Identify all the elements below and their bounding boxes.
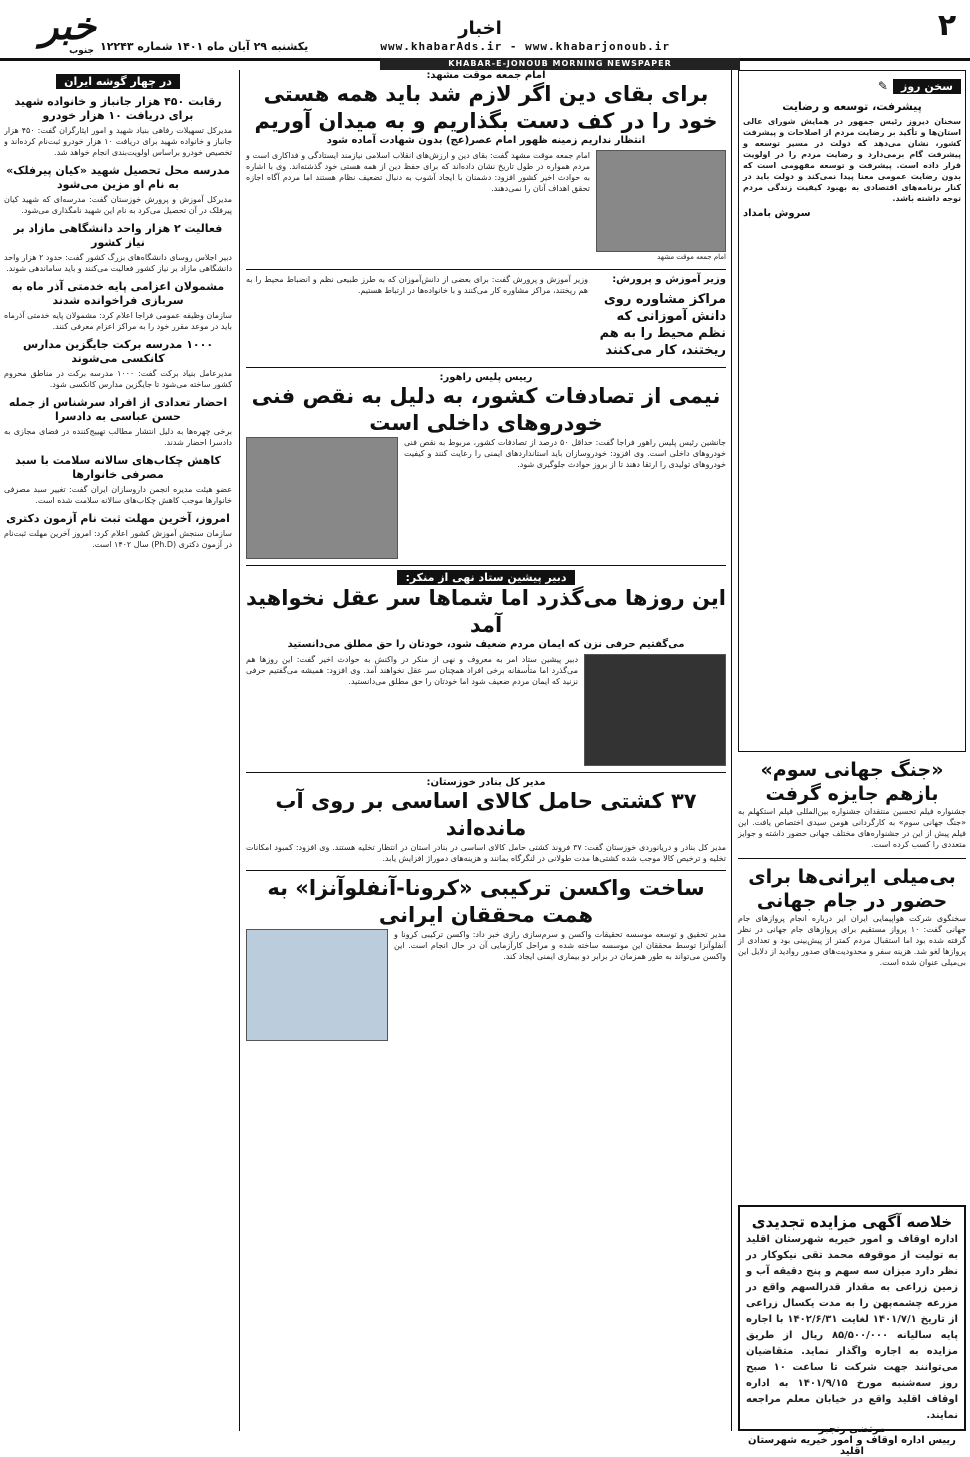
column-rule (731, 70, 732, 1431)
news-item-title: امروز، آخرین مهلت ثبت نام آزمون دکتری (6, 512, 230, 525)
ports-kicker: مدیر کل بنادر خوزستان: (426, 777, 546, 788)
center-column (246, 70, 726, 1431)
news-item-body: مدیرعامل بنیاد برکت گفت: ۱۰۰۰ مدرسه برکت در مناطق محروم کشور ساخته می‌شود تا جایگزین مدارس کانکسی شود. (4, 369, 232, 389)
news-item-body: مدیرکل آموزش و پرورش خوزستان گفت: مدرسه‌ای که شهید کیان پیرفلک در آن تحصیل می‌کرد به نام این شهید نامگذاری می‌شود. (4, 195, 232, 215)
news-item (4, 95, 232, 158)
editorial-box (738, 70, 966, 752)
article-title: «جنگ جهانی سوم» بازهم جایزه گرفت (760, 759, 944, 805)
minister-title: مراکز مشاوره روی دانش آموزانی که نظم محیط را به هم ریختند، کار می‌کنند (599, 292, 726, 358)
auction-notice (738, 1205, 966, 1457)
news-item-title: احضار تعدادی از افراد سرشناس از جمله حسن عباسی به دادسرا (8, 396, 228, 423)
section-title: اخبار (458, 18, 502, 39)
news-item-body: مدیرکل تسهیلات رفاهی بنیاد شهید و امور ایثارگران گفت: ۴۵۰ هزار جانباز و خانواده شهید برای دریافت ۱۰ هزار خودرو ثبت‌نام کرده‌اند و تخصیص خودرو براساس اولویت‌بندی انجام خواهد شد. (4, 126, 232, 157)
ports-body: مدیر کل بنادر و دریانوردی خوزستان گفت: ۳۷ فروند کشتی حامل کالای اساسی در بنادر استان در انتظار تخلیه هستند. وی افزود: کمبود امکانات تخلیه و ترخیص کالا موجب شده کشتی‌ها مدت طولانی در لنگرگاه بمانند و هزینه‌های دموراژ افزایش یابد. (246, 843, 726, 863)
cleric-story (246, 565, 726, 766)
news-item-title: فعالیت ۲ هزار واحد دانشگاهی مازاد بر نیاز کشور (13, 222, 223, 249)
english-band: KHABAR-E-JONOUB MORNING NEWSPAPER (380, 58, 740, 70)
minister-story (246, 269, 726, 361)
article-war-film (738, 758, 966, 850)
vaccine-body: مدیر تحقیق و توسعه موسسه تحقیقات واکسن و سرم‌سازی رازی خبر داد: واکسن ترکیبی کرونا و آنفلوآنزا توسط محققان این موسسه ساخته شده و مراحل کارآزمایی آن در حال انجام است. این واکسن می‌تواند به طور همزمان در برابر دو بیماری ایمنی ایجاد کند. (394, 930, 726, 961)
article-body: سخنگوی شرکت هواپیمایی ایران ایر درباره انجام پروازهای جام جهانی گفت: ۱۰ پرواز مستقیم برای پروازهای جام جهانی در نظر گرفته شده بود اما استقبال مردم کمتر از پیش‌بینی بود و تعدادی از پروازها لغو شد. هزینه سفر و محدودیت‌های صدور روادید از دلایل این بی‌میلی عنوان شده است. (738, 914, 966, 967)
cleric-kicker: دبیر پیشین ستاد نهی از منکر: (397, 570, 574, 585)
notice-signer: مرتضی رنجبر (818, 1424, 886, 1435)
article-world-cup (738, 858, 966, 968)
news-item (4, 164, 232, 216)
cleric-title: این روزها می‌گذرد اما شماها سر عقل نخواهید آمد (245, 586, 726, 637)
newspaper-logo: خبر جنوب (40, 3, 96, 56)
cleric-photo (584, 654, 726, 766)
right-column (738, 70, 966, 1457)
left-column (4, 70, 232, 1431)
cleric-body: دبیر پیشین ستاد امر به معروف و نهی از منکر در واکنش به حوادث اخیر گفت: این روزها هم می‌گذرد اما متأسفانه برخی افراد همچنان سر عقل نخواهند آمد. وی افزود: همیشه می‌گفتیم حرفی نزنید که ایمان مردم ضعیف شود اما خودتان را حق مطلق می‌دانستید. (246, 655, 578, 686)
police-photo (246, 437, 398, 559)
masthead (0, 0, 970, 61)
website-url[interactable]: www.khabarAds.ir - www.khabarjonoub.ir (380, 40, 670, 53)
news-item-title: کاهش چکاب‌های سالانه سلامت با سبد مصرفی خانوارها (15, 454, 221, 481)
news-item (4, 338, 232, 390)
editorial-author: سروش بامداد (743, 208, 811, 219)
news-item (4, 222, 232, 274)
dateline: یکشنبه ۲۹ آبان ماه ۱۴۰۱ شماره ۱۲۲۴۳ (100, 40, 309, 53)
police-title: نیمی از تصادفات کشور، به دلیل به نقص فنی خودروهای داخلی است (251, 384, 721, 435)
news-item-title: مشمولان اعزامی پایه خدمتی آذر ماه به سربازی فراخوانده شدند (11, 280, 225, 307)
news-item-body: عضو هیئت مدیره انجمن داروسازان ایران گفت: تغییر سبد مصرفی خانوارها موجب کاهش چکاب‌های سالانه سلامت شده است. (4, 485, 232, 505)
lead-story (246, 70, 726, 263)
notice-title: خلاصه آگهی مزایده تجدیدی (751, 1213, 953, 1231)
editorial-title: پیشرفت، توسعه و رضایت (782, 100, 922, 113)
news-item-title: مدرسه محل تحصیل شهید «کیان پیرفلک» به نام او مزین می‌شود (6, 164, 230, 191)
police-body: جانشین رئیس پلیس راهور فراجا گفت: حداقل ۵۰ درصد از تصادفات کشور، مربوط به نقص فنی خودروهای داخلی است. وی افزود: خودروسازان باید استانداردهای ایمنی را رعایت کنند و کیفیت خودروهای تولیدی را ارتقا دهند تا از بروز حوادث جلوگیری شود. (404, 438, 727, 469)
lead-body: امام جمعه موقت مشهد گفت: بقای دین و ارزش‌های انقلاب اسلامی نیازمند ایستادگی و فداکاری است و مردم همواره در طول تاریخ نشان داده‌اند که برای حفظ دین از همه هستی خود گذشته‌اند. وی با اشاره به حوادث اخیر کشور افزود: دشمنان با ایجاد آشوب به دنبال تضعیف نظام هستند اما مردم آگاه اجازه تحقق اهداف آنان را نمی‌دهند. (246, 151, 590, 193)
vaccine-title: ساخت واکسن ترکیبی «کرونا-آنفلوآنزا» به همت محققان ایرانی (267, 876, 705, 927)
cleric-photo (596, 150, 726, 252)
news-item-body: برخی چهره‌ها به دلیل انتشار مطالب تهییج‌کننده در فضای مجازی به دادسرا احضار شدند. (4, 427, 232, 447)
vaccine-story (246, 870, 726, 1041)
news-item-title: رقابت ۴۵۰ هزار جانباز و خانواده شهید برای دریافت ۱۰ هزار خودرو (14, 95, 222, 122)
news-item-body: سازمان سنجش آموزش کشور اعلام کرد: امروز آخرین مهلت ثبت‌نام در آزمون دکتری (Ph.D) سال ۱۴۰۲ است. (4, 529, 232, 549)
article-title: بی‌میلی ایرانی‌ها برای حضور در جام جهانی (748, 866, 956, 912)
news-item (4, 396, 232, 448)
news-item-title: ۱۰۰۰ مدرسه برکت جایگزین مدارس کانکسی می‌شوند (22, 338, 214, 365)
lead-title: برای بقای دین اگر لازم شد باید همه هستی خود را در کف دست بگذاریم و به میدان آوریم (254, 82, 718, 133)
news-item (4, 280, 232, 332)
news-item-body: سازمان وظیفه عمومی فراجا اعلام کرد: مشمولان پایه خدمتی آذرماه باید در موعد مقرر خود را به مراکز اعزام معرفی کنند. (4, 311, 232, 331)
cleric-subtitle: می‌گفتیم حرفی نزن که ایمان مردم ضعیف شود، خودتان را حق مطلق می‌دانستید (287, 639, 685, 650)
news-item (4, 454, 232, 506)
ports-title: ۳۷ کشتی حامل کالای اساسی بر روی آب مانده‌اند (275, 789, 697, 840)
vaccine-photo (246, 929, 388, 1041)
notice-body: اداره اوقاف و امور خیریه شهرستان اقلید به تولیت از موقوفه محمد تقی نیکوکار در نظر دارد میزان سه سهم و پنج دقیقه آب و زمین زراعی به مقدار قدرالسهم واقع در مزرعه چشمه‌پهن را به مدت یکسال زراعی از تاریخ ۱۴۰۱/۷/۱ لغایت ۱۴۰۲/۶/۳۱ با اجاره پایه سالیانه ۸۵/۵۰۰/۰۰۰ ریال از طریق مزایده به اجاره واگذار نماید. متقاضیان می‌توانند جهت شرکت تا ساعت ۱۰ صبح روز سه‌شنبه مورخ ۱۴۰۱/۹/۱۵ به اداره اوقاف اقلید واقع در خیابان معلم مراجعه نمایند. (746, 1234, 959, 1421)
photo-caption: امام جمعه موقت مشهد (657, 253, 726, 261)
ports-story (246, 772, 726, 864)
minister-body: وزیر آموزش و پرورش گفت: برای بعضی از دانش‌آموزان که به طرز طبیعی نظم و انضباط محیط را به هم ریختند، مراکز مشاوره کار می‌کنند و با خانواده‌ها در ارتباط هستیم. (246, 275, 588, 295)
police-kicker: رییس پلیس راهور: (439, 372, 533, 383)
news-item (4, 512, 232, 550)
police-story (246, 367, 726, 559)
lead-kicker: امام جمعه موقت مشهد: (426, 70, 546, 81)
minister-kicker: وزیر آموزش و پرورش: (612, 274, 726, 285)
editorial-body: سخنان دیروز رئیس جمهور در همایش شورای عالی استان‌ها و تأکید بر رضایت مردم از اصلاحات و پیشرفت کشور، نشان می‌دهد که دولت در مسیر توسعه و پیشرفت گام برمی‌دارد و رضایت مردم را در اولویت قرار داده است. پیشرفت و توسعه مفهومی است که بدون رضایت عمومی معنا پیدا نمی‌کند و دولت باید در کنار برنامه‌های اقتصادی به بهبود کیفیت زندگی مردم توجه داشته باشد. (743, 117, 961, 203)
column-rule (239, 70, 240, 1431)
left-column-tag: در چهار گوشه ایران (56, 74, 180, 89)
article-body: جشنواره فیلم تحسین منتقدان جشنواره بین‌المللی فیلم استکهلم به «جنگ جهانی سوم» به کارگردانی هومن سیدی اختصاص یافت. این فیلم پیش از این در جشنواره‌های مختلف جهانی حضور داشته و جوایز متعددی را کسب کرده است. (738, 807, 966, 849)
notice-office: رییس اداره اوقاف و امور خیریه شهرستان اقلید (748, 1435, 956, 1457)
editorial-tag: سخن روز (893, 79, 961, 94)
page-number: ۲ (930, 8, 964, 42)
news-item-body: دبیر اجلاس روسای دانشگاه‌های بزرگ کشور گفت: حدود ۲ هزار واحد دانشگاهی مازاد بر نیاز کشور فعالیت می‌کنند و باید ساماندهی شوند. (4, 253, 232, 273)
lead-subtitle: انتظار نداریم زمینه ظهور امام عصر(عج) بدون شهادت آماده شود (326, 135, 646, 146)
pen-icon: ✎ (877, 79, 888, 93)
